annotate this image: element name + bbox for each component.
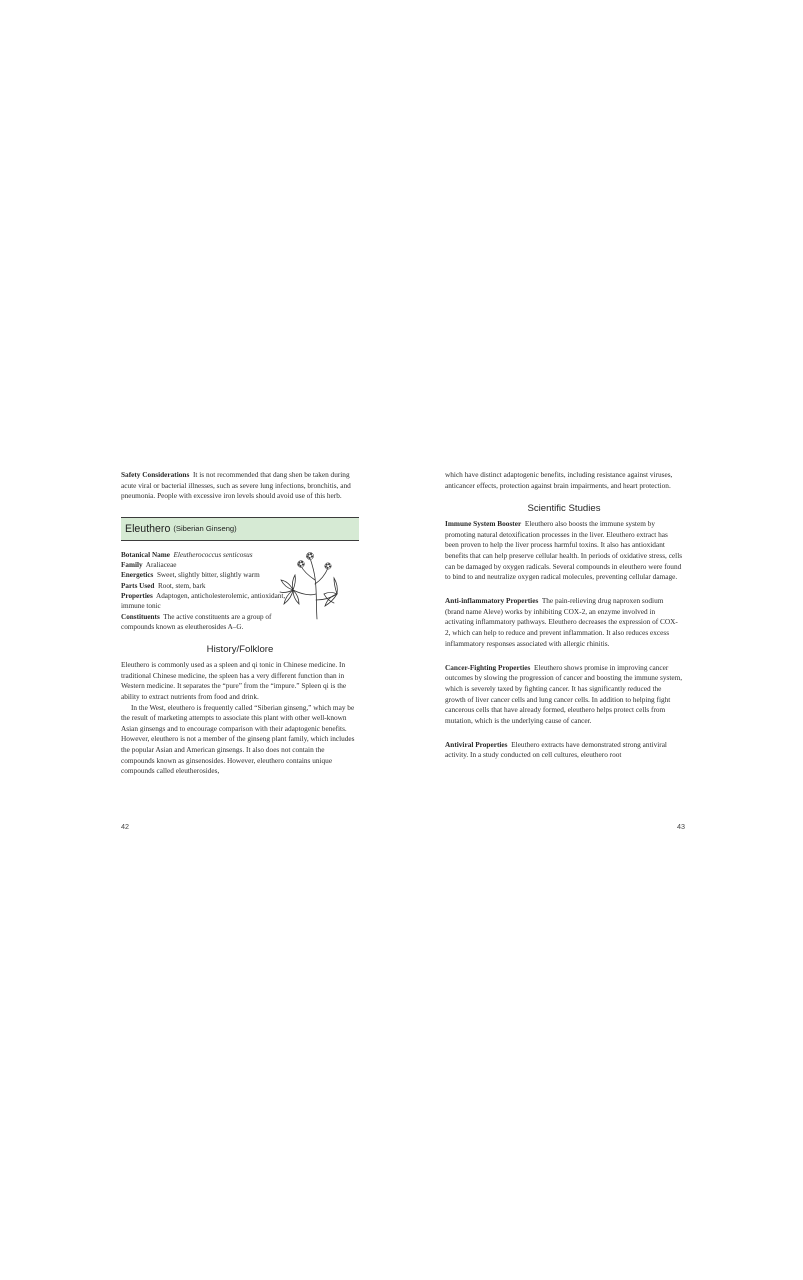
plant-illustration-icon (279, 550, 339, 620)
history-paragraph-2: In the West, eleuthero is frequently called “Siberian ginseng,” which may be the result of marketing attempts to associate this plant with other well-known Asian ginsengs and to encourage comparison with their adaptogenic benefits. However, eleuthero is not a member of the ginseng plant family, which includes the popular Asian and American ginsengs. It also does not contain the compounds known as ginsenosides. However, eleuthero contains unique compounds called eleutherosides, (121, 702, 355, 776)
right-page (445, 470, 683, 761)
safety-text: It is not recommended that dang shen be taken during acute viral or bacterial illnesses, such as severe lung infections, bronchitis, and pneumonia. People with excessive iron levels should avoid use of this herb. (121, 470, 351, 501)
scientific-studies-heading: Scientific Studies (527, 503, 601, 515)
antiviral-section: Antiviral Properties Eleuthero extracts have demonstrated strong antiviral activity. In a study conducted on cell cultures, eleuthero root (445, 739, 667, 760)
botanical-name-row: Botanical Name Eleutherococcus senticosus (121, 550, 253, 559)
safety-lead: Safety Considerations (121, 470, 190, 479)
constituents-row: Constituents The active constituents are a group of compounds known as eleutherosides A–G. (121, 612, 272, 631)
page-number-right: 43 (677, 822, 685, 831)
parts-used-row: Parts Used Root, stem, bark (121, 581, 206, 590)
herb-title-band (121, 517, 359, 541)
continuation-paragraph: which have distinct adaptogenic benefits, including resistance against viruses, anticancer effects, protection against brain impairments, and heart protection. (445, 470, 673, 490)
safety-considerations (121, 470, 359, 502)
energetics-row: Energetics Sweet, slightly bitter, slightly warm (121, 571, 260, 580)
herb-name: Eleuthero (125, 522, 171, 535)
cancer-fighting-section: Cancer-Fighting Properties Eleuthero shows promise in improving cancer outcomes by slowing the progression of cancer and boosting the immune system, which is severely taxed by fighting cancer. It has significantly reduced the growth of liver cancer cells and lung cancer cells. In addition to helping fight cancerous cells that have already formed, eleuthero helps protect cells from mutation, which is the underlying cause of cancer. (445, 662, 683, 725)
history-heading: History/Folklore (206, 644, 274, 656)
anti-inflammatory-section: Anti-inflammatory Properties The pain-relieving drug naproxen sodium (brand name Aleve) works by inhibiting COX-2, an enzyme involved in activating inflammatory pathways. Eleuthero decreases the expression of COX-2, which can help to reduce and prevent inflammation. It also reduces excess inflammatory responses associated with allergic rhinitis. (445, 596, 678, 648)
herb-facts (121, 550, 359, 632)
left-page (121, 470, 359, 777)
properties-row: Properties Adaptogen, anticholesterolemic, antioxidant, immune tonic (121, 591, 286, 611)
page-number-left: 42 (121, 822, 129, 831)
herb-subtitle: (Siberian Ginseng) (173, 524, 237, 534)
history-paragraph-1: Eleuthero is commonly used as a spleen and qi tonic in Chinese medicine. In traditional Chinese medicine, the spleen has a very different function than in Western medicine. It separates the “pure” from the “impure.” Spleen qi is the ability to extract nutrients from food and drink. (121, 660, 347, 701)
immune-section: Immune System Booster Eleuthero also boosts the immune system by promoting natural detoxification processes in the liver. Eleuthero extract has been proven to help the liver process harmful toxins. It also has antioxidant benefits that can help preserve cellular health. In periods of oxidative stress, cells can be damaged by oxygen radicals. Several compounds in eleuthero were found to bind to and neutralize oxygen radical molecules, preventing cellular damage. (445, 519, 683, 582)
family-row: Family Araliaceae (121, 561, 177, 570)
